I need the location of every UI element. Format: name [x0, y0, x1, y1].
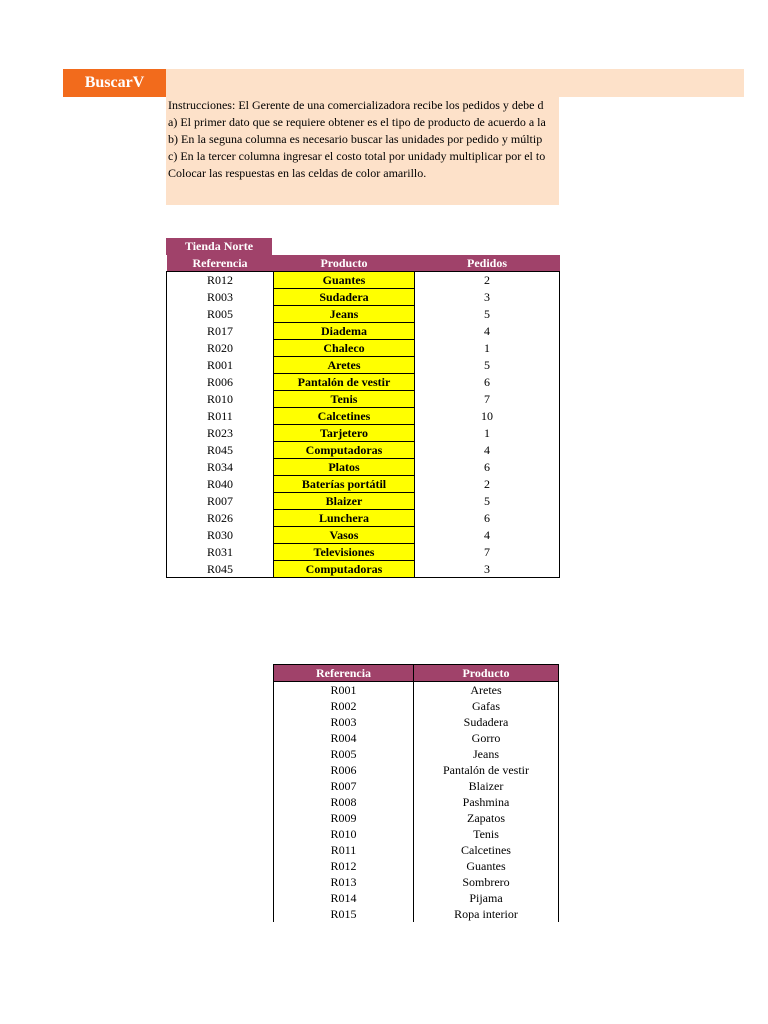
table-row [167, 357, 560, 374]
catalog-header-row [274, 665, 559, 682]
table-row [167, 340, 560, 357]
referencia-cell: R034 [167, 459, 274, 476]
table-row [274, 682, 559, 699]
table-row [167, 527, 560, 544]
referencia-cell: R017 [167, 323, 274, 340]
table-row [274, 858, 559, 874]
pedidos-cell: 4 [415, 442, 560, 459]
referencia-cell: R001 [167, 357, 274, 374]
pedidos-cell: 5 [415, 357, 560, 374]
table-row [274, 874, 559, 890]
table-row [167, 425, 560, 442]
table-row [274, 778, 559, 794]
producto-cell: Gorro [414, 730, 559, 746]
table-row [274, 730, 559, 746]
referencia-cell: R007 [274, 778, 414, 794]
pedidos-cell: 2 [415, 476, 560, 493]
producto-cell: Blaizer [414, 778, 559, 794]
table-row [167, 510, 560, 527]
referencia-cell: R023 [167, 425, 274, 442]
producto-answer-cell[interactable]: Vasos [274, 527, 415, 544]
table-row [167, 323, 560, 340]
table-row [274, 810, 559, 826]
table-row [167, 442, 560, 459]
table-row [167, 493, 560, 510]
instruction-line: Colocar las respuestas en las celdas de color amarillo. [168, 166, 427, 180]
producto-answer-cell[interactable]: Jeans [274, 306, 415, 323]
referencia-cell: R010 [274, 826, 414, 842]
table-row [167, 459, 560, 476]
producto-cell: Calcetines [414, 842, 559, 858]
instruction-line: a) El primer dato que se requiere obtener es el tipo de producto de acuerdo a la [168, 115, 546, 129]
table-row [274, 762, 559, 778]
instruction-line: Instrucciones: El Gerente de una comercializadora recibe los pedidos y debe d [168, 98, 544, 112]
pedidos-cell: 3 [415, 289, 560, 306]
producto-answer-cell[interactable]: Tarjetero [274, 425, 415, 442]
pedidos-cell: 4 [415, 323, 560, 340]
referencia-cell: R031 [167, 544, 274, 561]
instruction-line: c) En la tercer columna ingresar el costo total por unidady multiplicar por el to [168, 149, 546, 163]
pedidos-cell: 7 [415, 544, 560, 561]
producto-answer-cell[interactable]: Computadoras [274, 442, 415, 459]
referencia-cell: R010 [167, 391, 274, 408]
producto-answer-cell[interactable]: Calcetines [274, 408, 415, 425]
pedidos-cell: 6 [415, 459, 560, 476]
column-header-referencia: Referencia [274, 665, 414, 682]
referencia-cell: R002 [274, 698, 414, 714]
pedidos-cell: 10 [415, 408, 560, 425]
referencia-cell: R009 [274, 810, 414, 826]
referencia-cell: R011 [167, 408, 274, 425]
producto-cell: Tenis [414, 826, 559, 842]
producto-cell: Sudadera [414, 714, 559, 730]
referencia-cell: R004 [274, 730, 414, 746]
producto-answer-cell[interactable]: Computadoras [274, 561, 415, 578]
referencia-cell: R005 [167, 306, 274, 323]
referencia-cell: R026 [167, 510, 274, 527]
pedidos-cell: 3 [415, 561, 560, 578]
orders-header-row [167, 255, 560, 272]
producto-cell: Guantes [414, 858, 559, 874]
column-header-producto: Producto [274, 255, 415, 272]
producto-cell: Pantalón de vestir [414, 762, 559, 778]
producto-answer-cell[interactable]: Chaleco [274, 340, 415, 357]
column-header-referencia: Referencia [167, 255, 274, 272]
table-row [167, 544, 560, 561]
table-row [274, 826, 559, 842]
producto-answer-cell[interactable]: Diadema [274, 323, 415, 340]
table-row [167, 561, 560, 578]
table-row [167, 272, 560, 289]
pedidos-cell: 2 [415, 272, 560, 289]
producto-answer-cell[interactable]: Aretes [274, 357, 415, 374]
table-row [274, 698, 559, 714]
table-row [167, 306, 560, 323]
producto-answer-cell[interactable]: Platos [274, 459, 415, 476]
producto-cell: Pijama [414, 890, 559, 906]
referencia-cell: R013 [274, 874, 414, 890]
pedidos-cell: 7 [415, 391, 560, 408]
table-row [167, 408, 560, 425]
pedidos-cell: 6 [415, 374, 560, 391]
producto-answer-cell[interactable]: Pantalón de vestir [274, 374, 415, 391]
producto-answer-cell[interactable]: Sudadera [274, 289, 415, 306]
producto-answer-cell[interactable]: Televisiones [274, 544, 415, 561]
pedidos-cell: 5 [415, 306, 560, 323]
table-row [274, 890, 559, 906]
catalog-table [273, 664, 559, 922]
referencia-cell: R005 [274, 746, 414, 762]
pedidos-cell: 4 [415, 527, 560, 544]
referencia-cell: R006 [167, 374, 274, 391]
producto-answer-cell[interactable]: Guantes [274, 272, 415, 289]
referencia-cell: R003 [167, 289, 274, 306]
instructions-box [166, 97, 559, 205]
producto-cell: Gafas [414, 698, 559, 714]
referencia-cell: R001 [274, 682, 414, 699]
producto-cell: Sombrero [414, 874, 559, 890]
pedidos-cell: 5 [415, 493, 560, 510]
orders-table [166, 255, 560, 578]
producto-answer-cell[interactable]: Baterías portátil [274, 476, 415, 493]
instruction-line: b) En la seguna columna es necesario buscar las unidades por pedido y múltip [168, 132, 543, 146]
pedidos-cell: 6 [415, 510, 560, 527]
referencia-cell: R020 [167, 340, 274, 357]
producto-cell: Zapatos [414, 810, 559, 826]
referencia-cell: R006 [274, 762, 414, 778]
referencia-cell: R012 [274, 858, 414, 874]
producto-answer-cell[interactable]: Tenis [274, 391, 415, 408]
column-header-pedidos: Pedidos [415, 255, 560, 272]
referencia-cell: R045 [167, 442, 274, 459]
producto-cell: Ropa interior [414, 906, 559, 922]
referencia-cell: R012 [167, 272, 274, 289]
referencia-cell: R015 [274, 906, 414, 922]
referencia-cell: R040 [167, 476, 274, 493]
pedidos-cell: 1 [415, 340, 560, 357]
producto-cell: Jeans [414, 746, 559, 762]
referencia-cell: R011 [274, 842, 414, 858]
producto-cell: Aretes [414, 682, 559, 699]
store-label: Tienda Norte [166, 238, 272, 255]
table-row [274, 842, 559, 858]
column-header-producto: Producto [414, 665, 559, 682]
table-row [167, 476, 560, 493]
table-row [167, 391, 560, 408]
referencia-cell: R045 [167, 561, 274, 578]
table-row [167, 289, 560, 306]
producto-answer-cell[interactable]: Blaizer [274, 493, 415, 510]
referencia-cell: R007 [167, 493, 274, 510]
referencia-cell: R008 [274, 794, 414, 810]
referencia-cell: R014 [274, 890, 414, 906]
pedidos-cell: 1 [415, 425, 560, 442]
table-row [167, 374, 560, 391]
referencia-cell: R030 [167, 527, 274, 544]
table-row [274, 794, 559, 810]
producto-answer-cell[interactable]: Lunchera [274, 510, 415, 527]
table-row [274, 714, 559, 730]
referencia-cell: R003 [274, 714, 414, 730]
sheet-title: BuscarV [63, 69, 166, 97]
table-row [274, 906, 559, 922]
producto-cell: Pashmina [414, 794, 559, 810]
table-row [274, 746, 559, 762]
